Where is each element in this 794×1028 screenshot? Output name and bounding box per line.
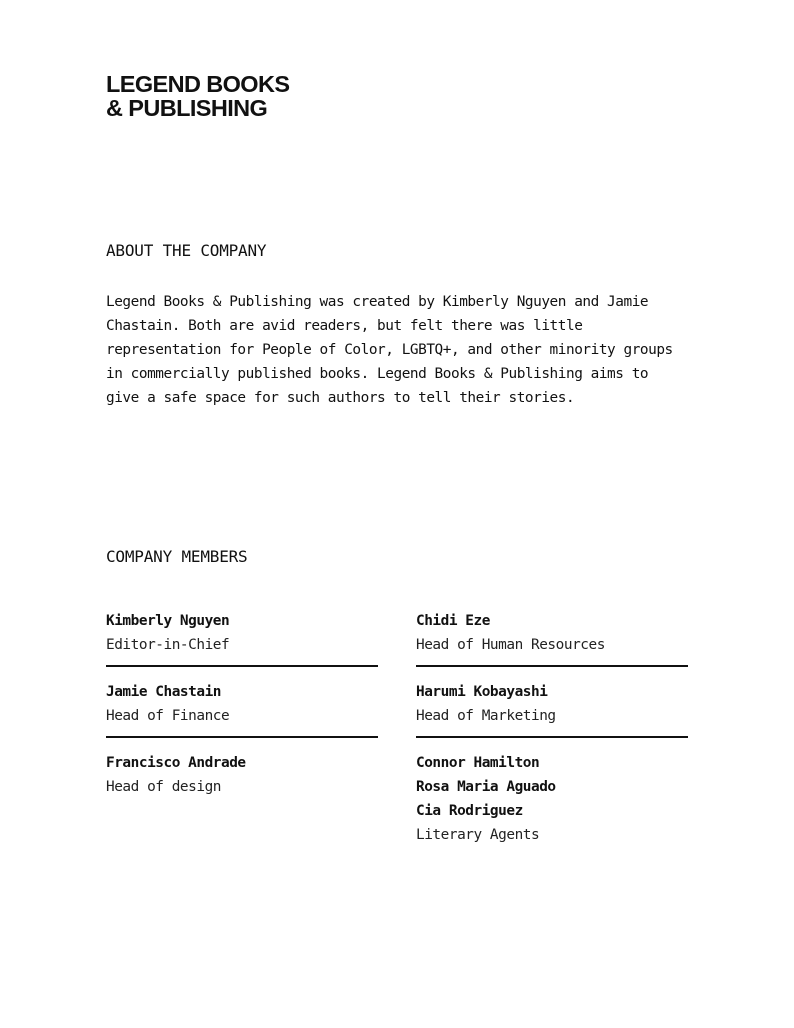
member-role: Head of Marketing <box>416 708 556 724</box>
member-card <box>416 680 688 751</box>
divider <box>106 736 378 738</box>
company-title <box>106 72 289 120</box>
member-role: Head of Human Resources <box>416 637 605 653</box>
member-name: Kimberly Nguyen <box>106 613 230 629</box>
divider <box>416 736 688 738</box>
members-column-right <box>416 609 688 847</box>
member-card <box>106 609 378 680</box>
about-heading: ABOUT THE COMPANY <box>106 241 267 260</box>
member-card <box>416 609 688 680</box>
member-role: Head of Finance <box>106 708 230 724</box>
members-column-left <box>106 609 378 799</box>
member-name: Cia Rodriguez <box>416 803 523 819</box>
member-role: Literary Agents <box>416 827 540 843</box>
divider <box>106 665 378 667</box>
member-card-agents <box>416 751 688 847</box>
member-role: Head of design <box>106 779 221 795</box>
company-title-line-2: & PUBLISHING <box>106 95 268 121</box>
about-paragraph: Legend Books & Publishing was created by Kimberly Nguyen and Jamie Chastain. Both are avid readers, but felt there was little representation for People of Color, LGBTQ+, and other minority groups in commercially published books. Legend Books & Publishing aims to give a safe space for such authors to tell their stories. <box>106 294 673 406</box>
member-name: Chidi Eze <box>416 613 490 629</box>
members-heading: COMPANY MEMBERS <box>106 547 248 566</box>
member-name: Connor Hamilton <box>416 755 540 771</box>
member-name: Harumi Kobayashi <box>416 684 548 700</box>
member-name: Francisco Andrade <box>106 755 246 771</box>
company-title-line-1: LEGEND BOOKS <box>106 71 290 97</box>
member-role: Editor-in-Chief <box>106 637 230 653</box>
divider <box>416 665 688 667</box>
member-name: Rosa Maria Aguado <box>416 779 556 795</box>
member-card <box>106 680 378 751</box>
member-name: Jamie Chastain <box>106 684 221 700</box>
member-card <box>106 751 378 799</box>
